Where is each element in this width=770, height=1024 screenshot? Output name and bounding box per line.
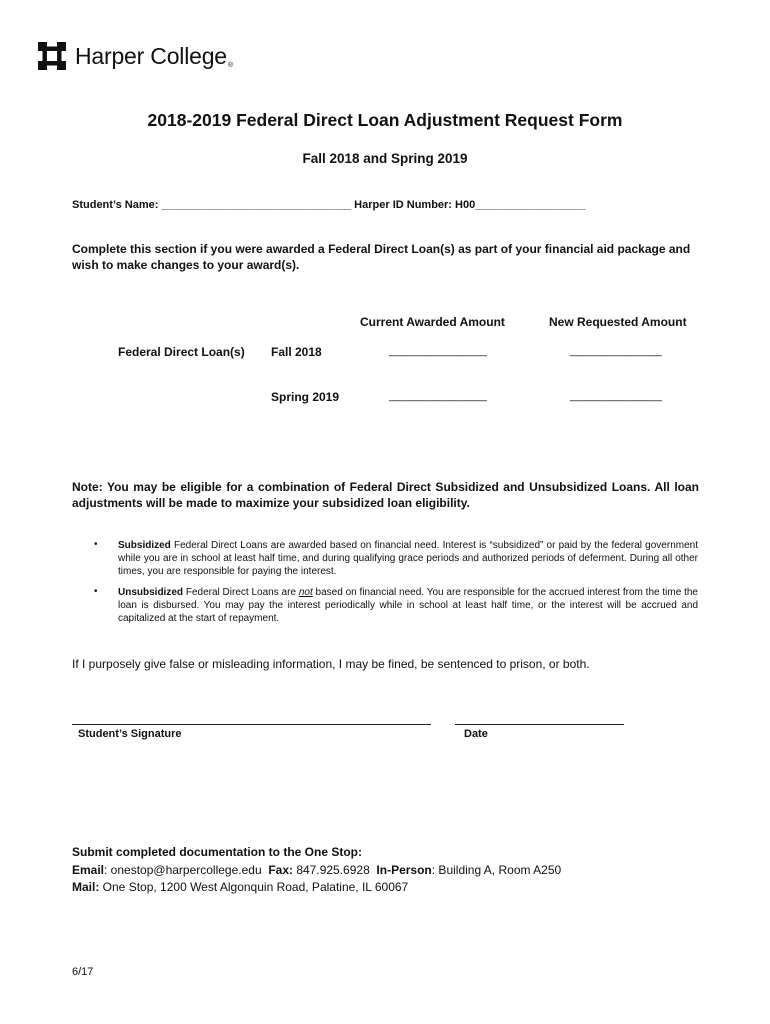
- student-name-field[interactable]: _______________________________: [161, 199, 352, 211]
- column-header-new-amount: New Requested Amount: [549, 315, 687, 329]
- false-information-warning: If I purposely give false or misleading information, I may be fined, be sentenced to prison, or both.: [72, 657, 590, 671]
- bullet-marker: •: [94, 539, 98, 550]
- unsubsidized-bullet: [118, 586, 698, 625]
- harper-logo-mark-icon: [38, 42, 66, 70]
- date-label: Date: [464, 728, 488, 740]
- email-label: Email: [72, 863, 105, 877]
- subsidized-description: Federal Direct Loans are awarded based on financial need. Interest is “subsidized” or paid by the federal government while you are in school at least half time, and during qualifying grace periods and authorized periods of deferment. During all other times, you are responsible for paying the interest.: [118, 540, 698, 577]
- unsubsidized-description-end: based on financial need. You are responsible for the accrued interest from the time the loan is disbursed. You may pay the interest periodically while in school at least half time, or the interest will be accrued and capitalized at the start of repayment.: [118, 587, 698, 624]
- column-header-current-amount: Current Awarded Amount: [360, 315, 505, 329]
- mail-line: [72, 880, 408, 894]
- revision-date: 6/17: [72, 966, 94, 978]
- logo-registered-mark: ®: [227, 62, 234, 69]
- unsubsidized-description-start: Federal Direct Loans are: [183, 587, 299, 598]
- fall-current-amount-field[interactable]: ________________: [389, 345, 487, 357]
- form-title: 2018-2019 Federal Direct Loan Adjustment Request Form: [147, 110, 623, 130]
- in-person-label: In-Person: [376, 863, 432, 877]
- spring-new-amount-field[interactable]: _______________: [570, 390, 662, 402]
- term-fall-2018: Fall 2018: [271, 345, 322, 359]
- loan-eligibility-note: Note: You may be eligible for a combination of Federal Direct Subsidized and Unsubsidized Loans. All loan adjustments will be made to maximize your subsidized loan eligibility.: [72, 480, 699, 510]
- fax-label: Fax:: [268, 863, 293, 877]
- fax-value: 847.925.6928: [293, 863, 370, 877]
- term-spring-2019: Spring 2019: [271, 390, 340, 404]
- bullet-marker: •: [94, 586, 98, 597]
- submit-heading: Submit completed documentation to the One Stop:: [72, 845, 362, 859]
- harper-id-prefix: H00: [455, 199, 476, 211]
- student-info-line: [72, 199, 585, 211]
- signature-label: Student’s Signature: [78, 728, 182, 740]
- mail-value: One Stop, 1200 West Algonquin Road, Palatine, IL 60067: [99, 880, 409, 894]
- loan-row-label: Federal Direct Loan(s): [118, 345, 245, 359]
- form-subtitle: Fall 2018 and Spring 2019: [302, 151, 468, 166]
- student-name-label: Student’s Name:: [72, 199, 159, 211]
- harper-id-field[interactable]: __________________: [475, 199, 586, 211]
- signature-line[interactable]: [72, 724, 431, 725]
- spring-current-amount-field[interactable]: ________________: [389, 390, 487, 402]
- harper-college-logo: [38, 42, 233, 70]
- fall-new-amount-field[interactable]: _______________: [570, 345, 662, 357]
- instructions-text: Complete this section if you were awarded a Federal Direct Loan(s) as part of your financial aid package and wish to make changes to your award(s).: [72, 242, 691, 272]
- in-person-value: : Building A, Room A250: [431, 863, 562, 877]
- subsidized-term: Subsidized: [118, 540, 171, 551]
- contact-line: [72, 863, 561, 877]
- subsidized-bullet: [118, 539, 698, 578]
- mail-label: Mail:: [72, 880, 100, 894]
- unsubsidized-emphasis: not: [298, 587, 313, 598]
- unsubsidized-term: Unsubsidized: [118, 587, 184, 598]
- logo-name: Harper College: [75, 43, 227, 69]
- date-line[interactable]: [455, 724, 624, 725]
- email-value: : onestop@harpercollege.edu: [104, 863, 262, 877]
- harper-id-label: Harper ID Number:: [354, 199, 452, 211]
